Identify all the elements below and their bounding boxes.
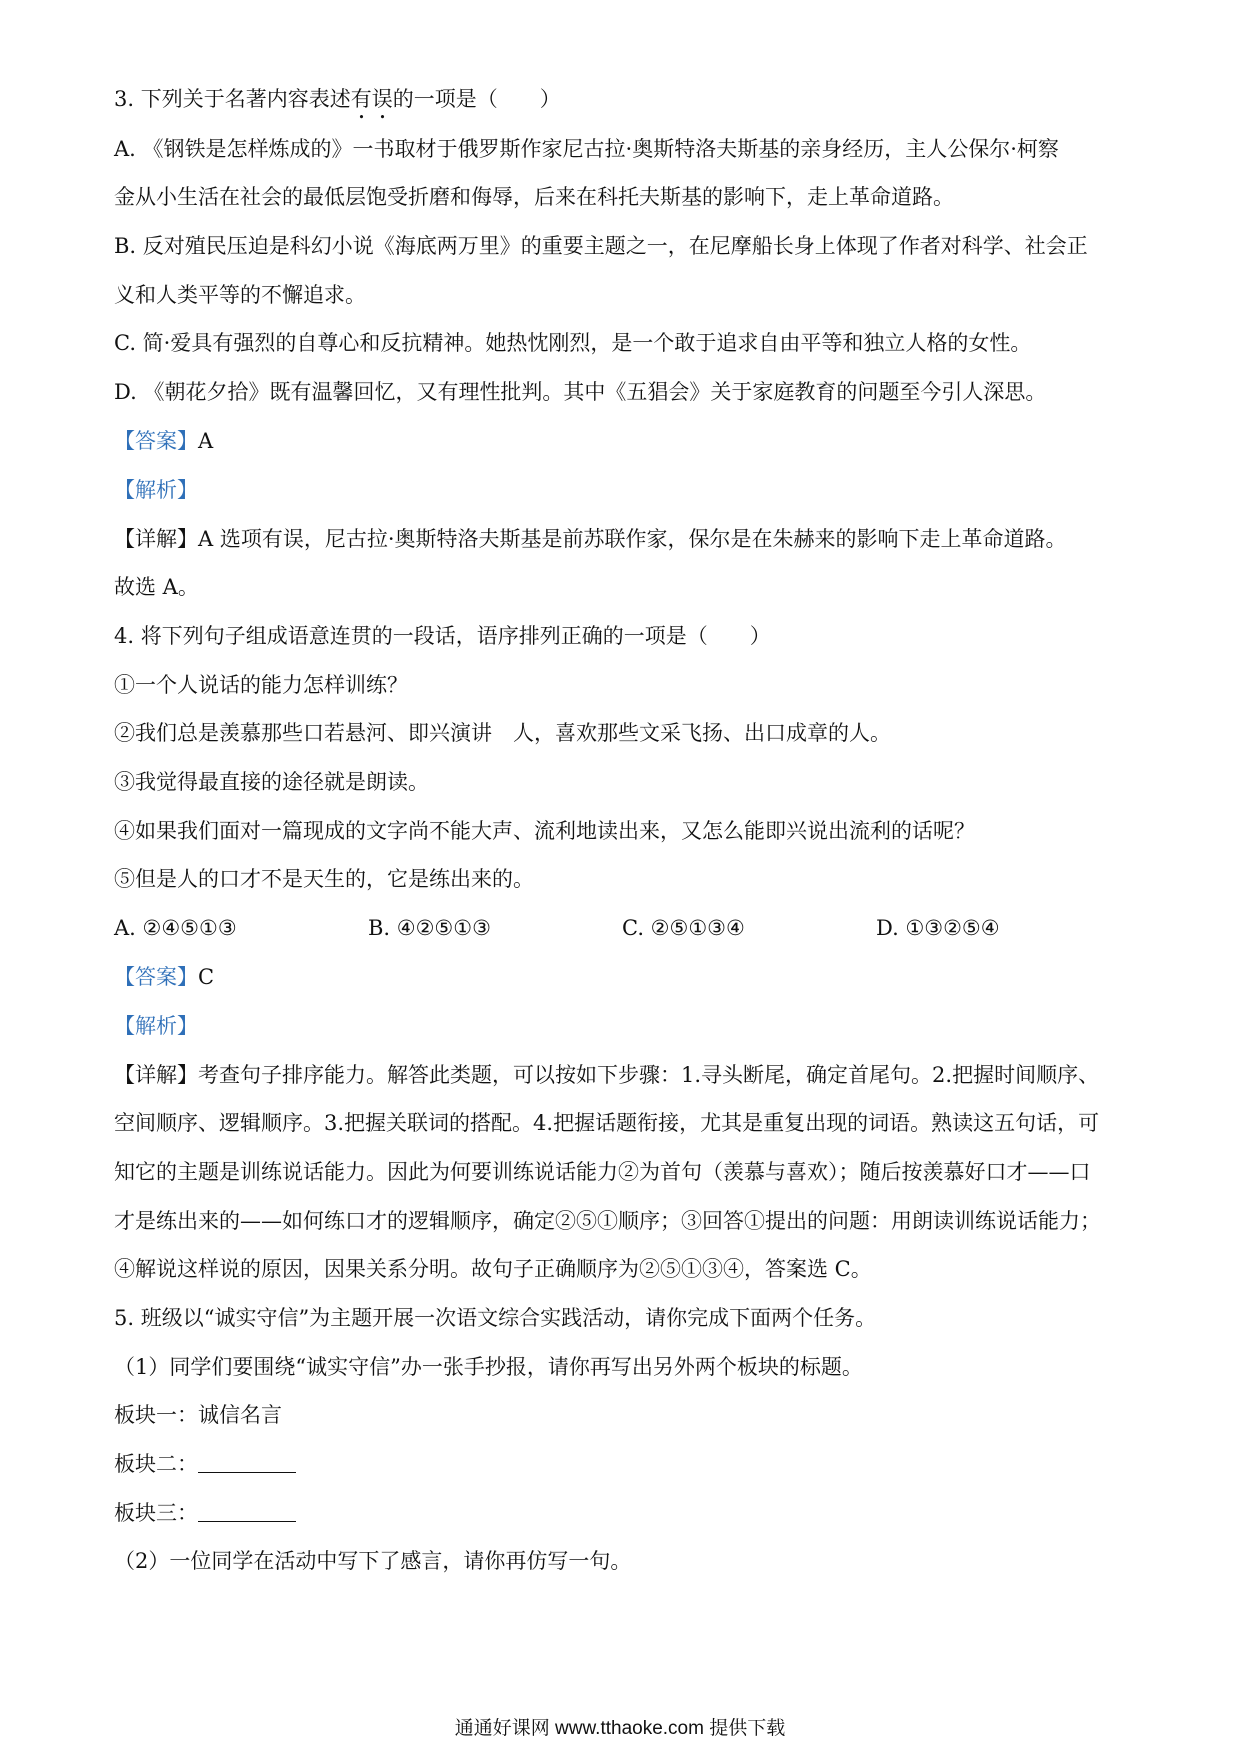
q4-option-b: B. ④②⑤①③ bbox=[368, 916, 491, 940]
q5-block-3 bbox=[114, 1498, 296, 1528]
q5-block-3-blank[interactable] bbox=[198, 1499, 296, 1522]
q5-block-2-label: 板块二： bbox=[114, 1452, 198, 1476]
q4-sentence-3: ③我觉得最直接的途径就是朗读。 bbox=[114, 770, 429, 794]
q5-block-3-label: 板块三： bbox=[114, 1501, 198, 1525]
q3-option-c: C. 简·爱具有强烈的自尊心和反抗精神。她热忱刚烈，是一个敢于追求自由平等和独立人格的女性。 bbox=[114, 331, 1032, 355]
q4-sentence-5: ⑤但是人的口才不是天生的，它是练出来的。 bbox=[114, 867, 534, 891]
q3-analysis bbox=[114, 475, 198, 505]
q4-stem: 4. 将下列句子组成语意连贯的一段话，语序排列正确的一项是（ ） bbox=[114, 624, 771, 648]
q4-answer-value: C bbox=[198, 965, 215, 989]
q4-option-d: D. ①③②⑤④ bbox=[876, 916, 1000, 940]
q3-stem-text-end: 的一项是（ ） bbox=[392, 87, 561, 111]
page-footer: 通通好课网 www.tthaoke.com 提供下载 bbox=[454, 1718, 786, 1739]
q4-answer bbox=[114, 962, 214, 992]
q3-stem-emphasis: 有误 bbox=[350, 87, 393, 111]
q3-detail-line2: 故选 A。 bbox=[114, 575, 199, 599]
q4-sentence-1: ①一个人说话的能力怎样训练？ bbox=[114, 673, 408, 697]
q4-detail-line3: 知它的主题是训练说话能力。因此为何要训练说话能力②为首句（羡慕与喜欢）；随后按羡慕好口才——口 bbox=[114, 1160, 1091, 1184]
q3-option-b-line1: B. 反对殖民压迫是科幻小说《海底两万里》的重要主题之一，在尼摩船长身上体现了作者对科学、社会正 bbox=[114, 234, 1088, 258]
q3-option-b-line2: 义和人类平等的不懈追求。 bbox=[114, 283, 366, 307]
q5-subquestion-2: （2）一位同学在活动中写下了感言，请你再仿写一句。 bbox=[114, 1549, 632, 1573]
q4-sentence-4: ④如果我们面对一篇现成的文字尚不能大声、流利地读出来，又怎么能即兴说出流利的话呢？ bbox=[114, 819, 975, 843]
q3-stem bbox=[114, 84, 561, 124]
q5-block-2-blank[interactable] bbox=[198, 1450, 296, 1473]
q3-answer-label: 【答案】 bbox=[114, 429, 198, 453]
q3-answer bbox=[114, 426, 213, 456]
q3-option-a-line1: A. 《钢铁是怎样炼成的》一书取材于俄罗斯作家尼古拉·奥斯特洛夫斯基的亲身经历，主人公保尔·柯察 bbox=[114, 137, 1059, 161]
q5-block-1: 板块一：诚信名言 bbox=[114, 1403, 282, 1427]
q4-detail-line1: 【详解】考查句子排序能力。解答此类题，可以按如下步骤：1.寻头断尾，确定首尾句。2.把握时间顺序、 bbox=[114, 1063, 1100, 1087]
q4-answer-label: 【答案】 bbox=[114, 965, 198, 989]
q4-sentence-2: ②我们总是羡慕那些口若悬河、即兴演讲 人，喜欢那些文采飞扬、出口成章的人。 bbox=[114, 721, 891, 745]
q5-subquestion-1: （1）同学们要围绕“诚实守信”办一张手抄报，请你再写出另外两个板块的标题。 bbox=[114, 1355, 863, 1379]
q4-analysis bbox=[114, 1011, 198, 1041]
q3-analysis-label: 【解析】 bbox=[114, 478, 198, 502]
q4-detail-line4: 才是练出来的——如何练口才的逻辑顺序，确定②⑤①顺序；③回答①提出的问题：用朗读训练说话能力； bbox=[114, 1209, 1101, 1233]
q4-detail-line2: 空间顺序、逻辑顺序。3.把握关联词的搭配。4.把握话题衔接，尤其是重复出现的词语。熟读这五句话，可 bbox=[114, 1111, 1100, 1135]
q4-option-c: C. ②⑤①③④ bbox=[622, 916, 745, 940]
q4-analysis-label: 【解析】 bbox=[114, 1014, 198, 1038]
q3-option-a-line2: 金从小生活在社会的最低层饱受折磨和侮辱，后来在科托夫斯基的影响下，走上革命道路。 bbox=[114, 185, 954, 209]
q5-stem: 5. 班级以“诚实守信”为主题开展一次语文综合实践活动，请你完成下面两个任务。 bbox=[114, 1306, 877, 1330]
q5-block-2 bbox=[114, 1449, 296, 1479]
q3-detail-line1: 【详解】A 选项有误，尼古拉·奥斯特洛夫斯基是前苏联作家，保尔是在朱赫来的影响下走上革命道路。 bbox=[114, 527, 1067, 551]
q4-detail-line5: ④解说这样说的原因，因果关系分明。故句子正确顺序为②⑤①③④，答案选 C。 bbox=[114, 1257, 872, 1281]
q4-option-a: A. ②④⑤①③ bbox=[114, 916, 237, 940]
q3-stem-text: 3. 下列关于名著内容表述 bbox=[114, 87, 351, 111]
q3-answer-value: A bbox=[198, 429, 214, 453]
q3-option-d: D. 《朝花夕拾》既有温馨回忆，又有理性批判。其中《五猖会》关于家庭教育的问题至今引人深思。 bbox=[114, 380, 1047, 404]
